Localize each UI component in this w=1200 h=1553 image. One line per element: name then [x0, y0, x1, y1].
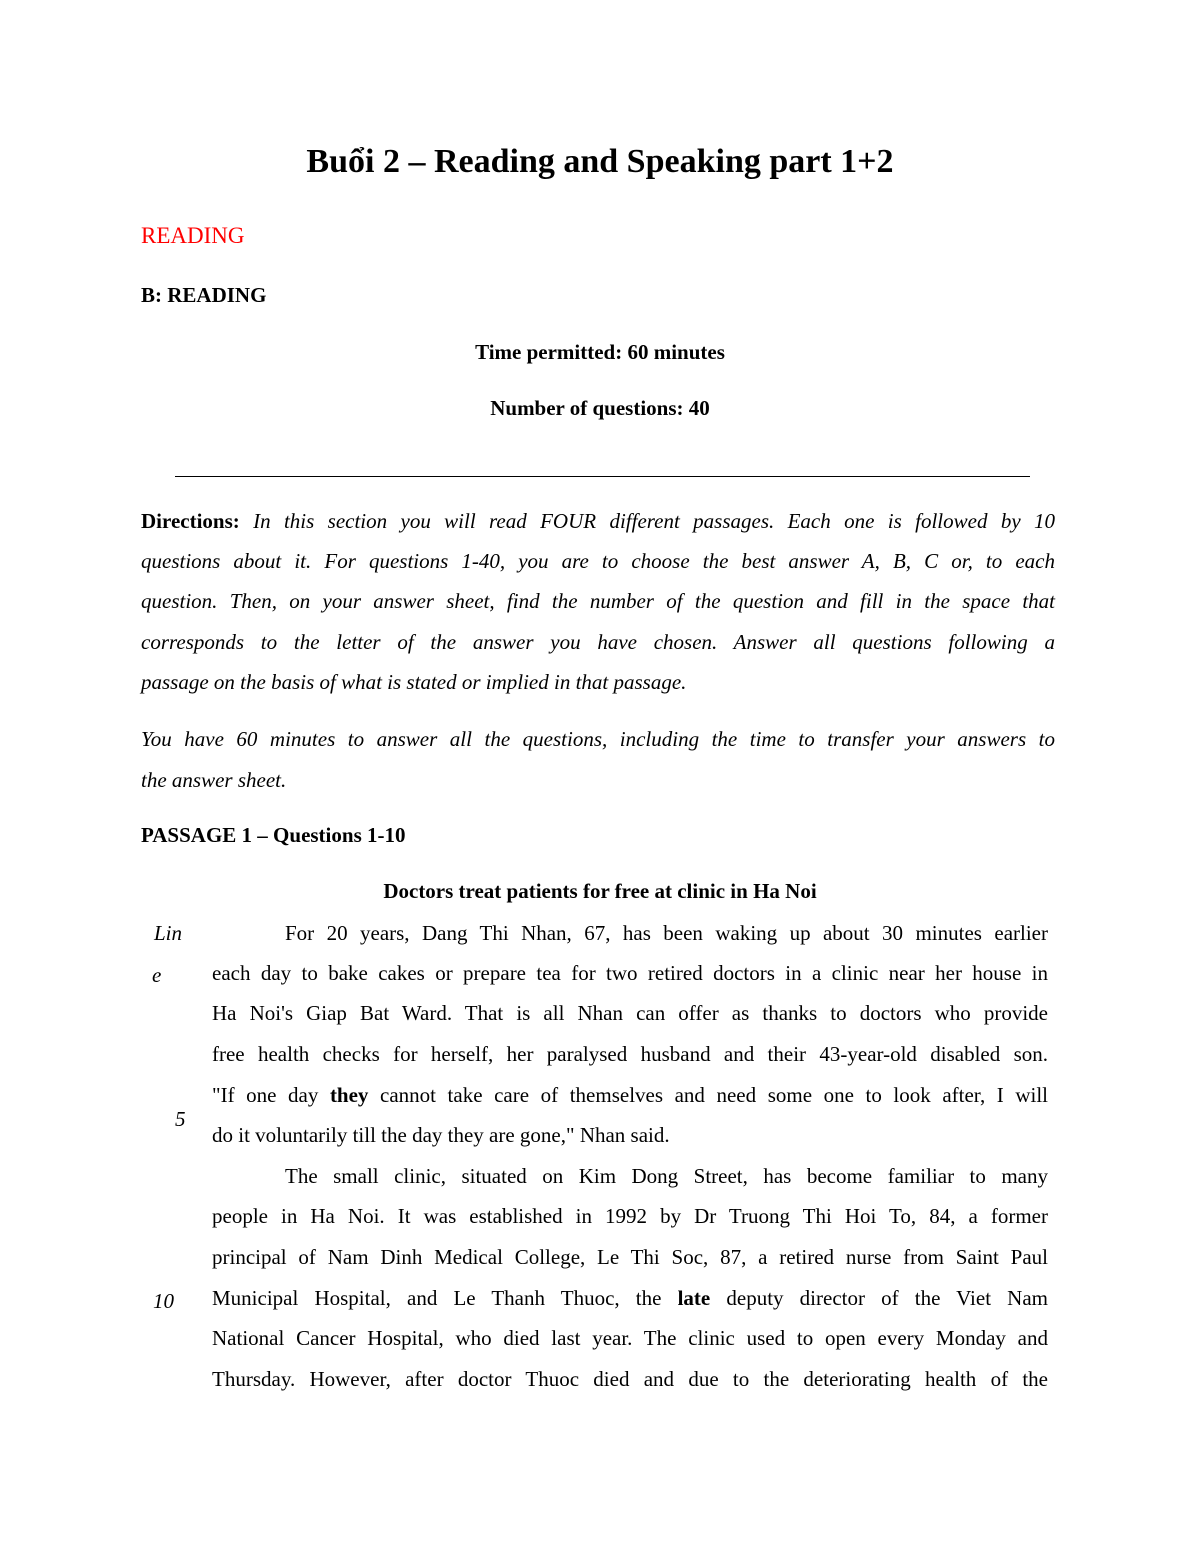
- line-label-part2: e: [152, 963, 162, 987]
- number-of-questions: Number of questions: 40: [490, 396, 710, 420]
- section-heading: READING: [141, 223, 245, 248]
- directions-label: Directions:: [141, 509, 240, 533]
- line-label-part1: Lin: [154, 921, 183, 945]
- passage-line-4: free health checks for herself, her paralysed husband and their 43-year-old disabled son.: [212, 1042, 1048, 1066]
- directions-line-4: corresponds to the letter of the answer you have chosen. Answer all questions following a: [141, 630, 1055, 654]
- directions-line-2: questions about it. For questions 1-40, you are to choose the best answer A, B, C or, to each: [141, 549, 1055, 573]
- passage-heading: PASSAGE 1 – Questions 1-10: [141, 823, 406, 847]
- directions-line-5: passage on the basis of what is stated or implied in that passage.: [141, 670, 687, 694]
- directions-line-1: [141, 501, 1055, 542]
- passage-line-10-after: deputy director of the Viet Nam: [710, 1286, 1048, 1310]
- note-line-1: You have 60 minutes to answer all the questions, including the time to transfer your answers to: [141, 727, 1055, 751]
- horizontal-divider: [175, 476, 1030, 477]
- passage-line-11: National Cancer Hospital, who died last year. The clinic used to open every Monday and: [212, 1326, 1048, 1350]
- vocab-they: they: [329, 1083, 369, 1107]
- time-permitted: Time permitted: 60 minutes: [475, 340, 725, 364]
- passage-line-5-before: "If one day: [212, 1083, 330, 1107]
- vocab-late: late: [677, 1286, 711, 1310]
- directions-line-3: question. Then, on your answer sheet, find the number of the question and fill in the space that: [141, 589, 1055, 613]
- passage-line-1: For 20 years, Dang Thi Nhan, 67, has been waking up about 30 minutes earlier: [285, 921, 1048, 945]
- subsection-heading: B: READING: [141, 283, 267, 307]
- passage-line-10-before: Municipal Hospital, and Le Thanh Thuoc, the: [212, 1286, 678, 1310]
- passage-line-12: Thursday. However, after doctor Thuoc died and due to the deteriorating health of the: [212, 1367, 1048, 1391]
- line-number-5: 5: [175, 1107, 186, 1131]
- note-line-2: the answer sheet.: [141, 768, 287, 792]
- passage-line-9: principal of Nam Dinh Medical College, Le Thi Soc, 87, a retired nurse from Saint Paul: [212, 1245, 1048, 1269]
- passage-line-8: people in Ha Noi. It was established in 1992 by Dr Truong Thi Hoi To, 84, a former: [212, 1204, 1048, 1228]
- directions-text-1: In this section you will read FOUR different passages. Each one is followed by 10: [239, 509, 1055, 533]
- page-title: Buổi 2 – Reading and Speaking part 1+2: [306, 143, 894, 180]
- passage-line-6: do it voluntarily till the day they are gone," Nhan said.: [212, 1123, 670, 1147]
- passage-line-5: [212, 1080, 1048, 1110]
- line-number-10: 10: [153, 1289, 174, 1313]
- passage-line-7: The small clinic, situated on Kim Dong Street, has become familiar to many: [285, 1164, 1048, 1188]
- passage-line-10: [212, 1283, 1048, 1313]
- passage-line-3: Ha Noi's Giap Bat Ward. That is all Nhan can offer as thanks to doctors who provide: [212, 1001, 1048, 1025]
- passage-title: Doctors treat patients for free at clinic in Ha Noi: [383, 879, 817, 903]
- passage-line-2: each day to bake cakes or prepare tea for two retired doctors in a clinic near her house in: [212, 961, 1048, 985]
- passage-line-5-after: cannot take care of themselves and need some one to look after, I will: [368, 1083, 1049, 1107]
